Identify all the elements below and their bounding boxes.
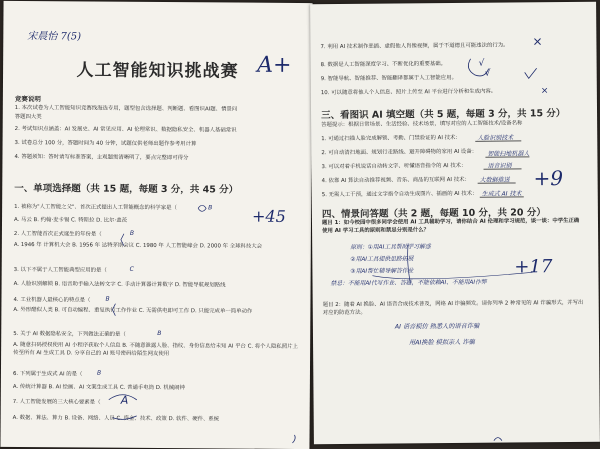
section4-heading: 四、情景问答题（共 2 题，每题 10 分，共 20 分） bbox=[321, 207, 546, 221]
right-exam-sheet bbox=[310, 2, 600, 444]
judge-answer-8-handwriting: √ bbox=[478, 58, 485, 69]
answer-1-handwriting: B bbox=[208, 204, 213, 212]
left-exam-sheet bbox=[0, 1, 312, 449]
q1-answer-line: ②用AI工具提供思路拓展 bbox=[350, 256, 414, 263]
judge-item-9: 9. 智能导航、智能推荐、智能翻译都属于人工智能应用。 bbox=[320, 74, 457, 83]
section1-heading: 一、单项选择题（共 15 题，每题 3 分，共 45 分） bbox=[14, 183, 239, 196]
answer-4-handwriting: B bbox=[105, 295, 110, 303]
q2-answer-line: 用AI换脸 模拟亲人 诈骗 bbox=[409, 338, 475, 347]
exam-title: 人工智能知识挑战赛 bbox=[76, 60, 239, 82]
answer-2-handwriting: B bbox=[129, 229, 135, 237]
question-7: 7. 人工智能发展的三大核心要素是（ bbox=[12, 399, 101, 406]
judge-answer-10-handwriting: × bbox=[540, 86, 549, 97]
judge-item-7: 7. 利用 AI 技术制作恶搞、虚假他人肖像视频，属于不道德且可能违法的行为。 bbox=[320, 42, 509, 51]
q2-answer-line: AI 语音模仿 熟悉人的语音诈骗 bbox=[394, 322, 480, 331]
fill-answer-3-handwriting: 语音识别 bbox=[487, 162, 512, 170]
q1-answer-line: ③用AI帮忙辅导解答作业 bbox=[350, 268, 414, 275]
question-5: 5. 关于 AI 数据隐私安全，下列做法正确的是（ bbox=[13, 331, 126, 338]
fill-answer-1-handwriting: 人脸识别技术 bbox=[477, 134, 514, 142]
question-3-options: A. 人脸识别解锁 B. 语音助手输入法转文字 C. 手动计算器计算数字 D. 智能导航规划路线 bbox=[13, 281, 226, 289]
fill-question-1: 1. 可通过扫描人脸完成解锁、考勤、门禁验证的 AI 技术： bbox=[321, 134, 461, 143]
rule-line: 3. 试卷总分 100 分，答题时间为 40 分钟，试题仅供老师出题作参考用计算 bbox=[14, 140, 197, 148]
answer-7-handwriting: A bbox=[120, 393, 129, 407]
question-1-options: A. 马云 B. 约翰·麦卡锡 C. 特斯拉 D. 比尔·盖茨 bbox=[14, 217, 128, 224]
fill-answer-2-handwriting: 智能扫地机器人 bbox=[487, 150, 530, 158]
answer-5-handwriting: B bbox=[157, 330, 162, 338]
handwriting-strokes-right bbox=[310, 2, 600, 444]
handwriting-strokes bbox=[0, 1, 312, 449]
question-6: 6. 下列属于生成式 AI 的是（ bbox=[12, 371, 83, 378]
student-name-handwriting: 宋晨怡 7(5) bbox=[27, 31, 82, 43]
question-1: 1. 被称为"人工智能之父"、首次正式提出人工智能概念的科学家是（ bbox=[14, 204, 177, 212]
section3-score-handwriting: +9 bbox=[533, 166, 564, 191]
fill-question-5: 5. 无需人工干预，通过文字指令自动生成图片、插画的 AI 技术： bbox=[321, 190, 478, 199]
grade-handwriting: A+ bbox=[257, 52, 292, 78]
q1-answer-line: 原则：①用AI工具帮助学习解惑 bbox=[350, 244, 431, 251]
rule-line: 2. 考试知识点涵盖：AI 发展史、AI 常见应用、AI 伦理常识、数据隐私安全、机器人基础常识 bbox=[14, 126, 237, 134]
q1-answer-line: 禁忌：不能用AI代写作业、答题，不能依赖AI、不能用AI作弊 bbox=[330, 279, 487, 288]
judge-item-10: 10. 可以随意将他人个人信息、照片上传至 AI 平台进行分析和生成内容。 bbox=[320, 88, 497, 97]
question-4-options: A. 外形酷似人类 B. 可自动编程、重复执行工作作业 C. 无需供电即可工作 D. 只能完成单一简单动作 bbox=[13, 307, 253, 315]
rule-line: 4. 答题须知：答时请写标准答案，主观题需清晰明了，要点完整即可得分 bbox=[14, 154, 189, 162]
judge-answer-9-handwriting: √ bbox=[484, 68, 491, 79]
question-3: 3. 以下不属于人工智能典型应用的是（ bbox=[13, 267, 107, 274]
fill-question-3: 3. 可以对着手机说话自动转文字、听懂语音指令的 AI 技术： bbox=[321, 162, 467, 171]
fill-answer-4-handwriting: 大数据推送 bbox=[479, 176, 510, 184]
rule-line: 答题四大类 bbox=[14, 114, 42, 121]
scenario-question-2: 题目 2：随着 AI 换脸、AI 语音合成技术普及，网络 AI 诈骗频发。请你列举 2 种常见的 AI 诈骗形式，并写出对应的防范方法。 bbox=[322, 299, 584, 316]
question-2: 2. 人工智能首次正式诞生的年份是（ bbox=[13, 231, 102, 238]
scenario-question-1: 题目 1：如今校园中很多同学会使用 AI 工具辅助学习，请你结合 AI 伦理和学习规范，谈一谈：中学生正确使用 AI 学习工具的原则和禁忌分别是什么？ bbox=[321, 217, 580, 234]
question-6-options: A. 传统计算器 B. AI 绘画、AI 文案生成工具 C. 普通手电筒 D. 机械闹钟 bbox=[12, 384, 185, 392]
question-4: 4. 工业机器人最核心的特点是（ bbox=[13, 297, 91, 304]
question-2-options: A. 1946 年 计算机大会 B. 1956 年 达特茅斯会议 C. 1980 年 人工智能峰会 D. 2000 年 全球科技大会 bbox=[13, 242, 263, 250]
question-5-options: A. 随意扫码授权使用 AI 小程序获取个人信息 B. 不随意泄露人脸、指纹、身份信息给未知 AI 平台 C. 将个人隐私照片上传至所有 AI 生成工具 D. 分享自己的 AI 账号密码给陌生网友使用 bbox=[13, 342, 298, 358]
section1-score-handwriting: +45 bbox=[251, 206, 286, 226]
answer-3-handwriting: C bbox=[129, 265, 134, 273]
section3-hint: 答题提示：根据日常场景、生活经验、技术场景，填写对应的人工智能技术/设备名称 bbox=[321, 120, 523, 129]
answer-6-handwriting: B bbox=[96, 369, 102, 377]
section3-heading: 三、看图识 AI 填空题（共 5 题，每题 3 分，共 15 分） bbox=[321, 108, 566, 122]
rule-line: 1. 本次试卷为人工智能知识竞赛线海选专用，题型包含选择题、判断题、看图识AI题、情景问 bbox=[14, 105, 238, 113]
rules-heading: 竞赛说明 bbox=[14, 95, 41, 104]
fill-answer-5-handwriting: 生成式 AI 技术 bbox=[481, 190, 522, 198]
fill-question-4: 4. 依靠 AI 算法自动推荐视频、音乐、商品的互联网 AI 技术： bbox=[321, 176, 470, 185]
judge-item-8: 8. 数据是人工智能深度学习、不断优化的重要基础。 bbox=[320, 61, 447, 69]
section4-score-handwriting: +17 bbox=[514, 256, 553, 278]
judge-answer-7-handwriting: × bbox=[532, 34, 543, 49]
fill-question-2: 2. 可自动清扫地面、规划行走路线、避开障碍物的家用 AI 设备： bbox=[321, 148, 478, 157]
question-7-options: A. 数据、算法、算力 B. 设备、网络、人员 C. 资金、技术、政策 D. 软件、硬件、系统 bbox=[12, 415, 220, 423]
